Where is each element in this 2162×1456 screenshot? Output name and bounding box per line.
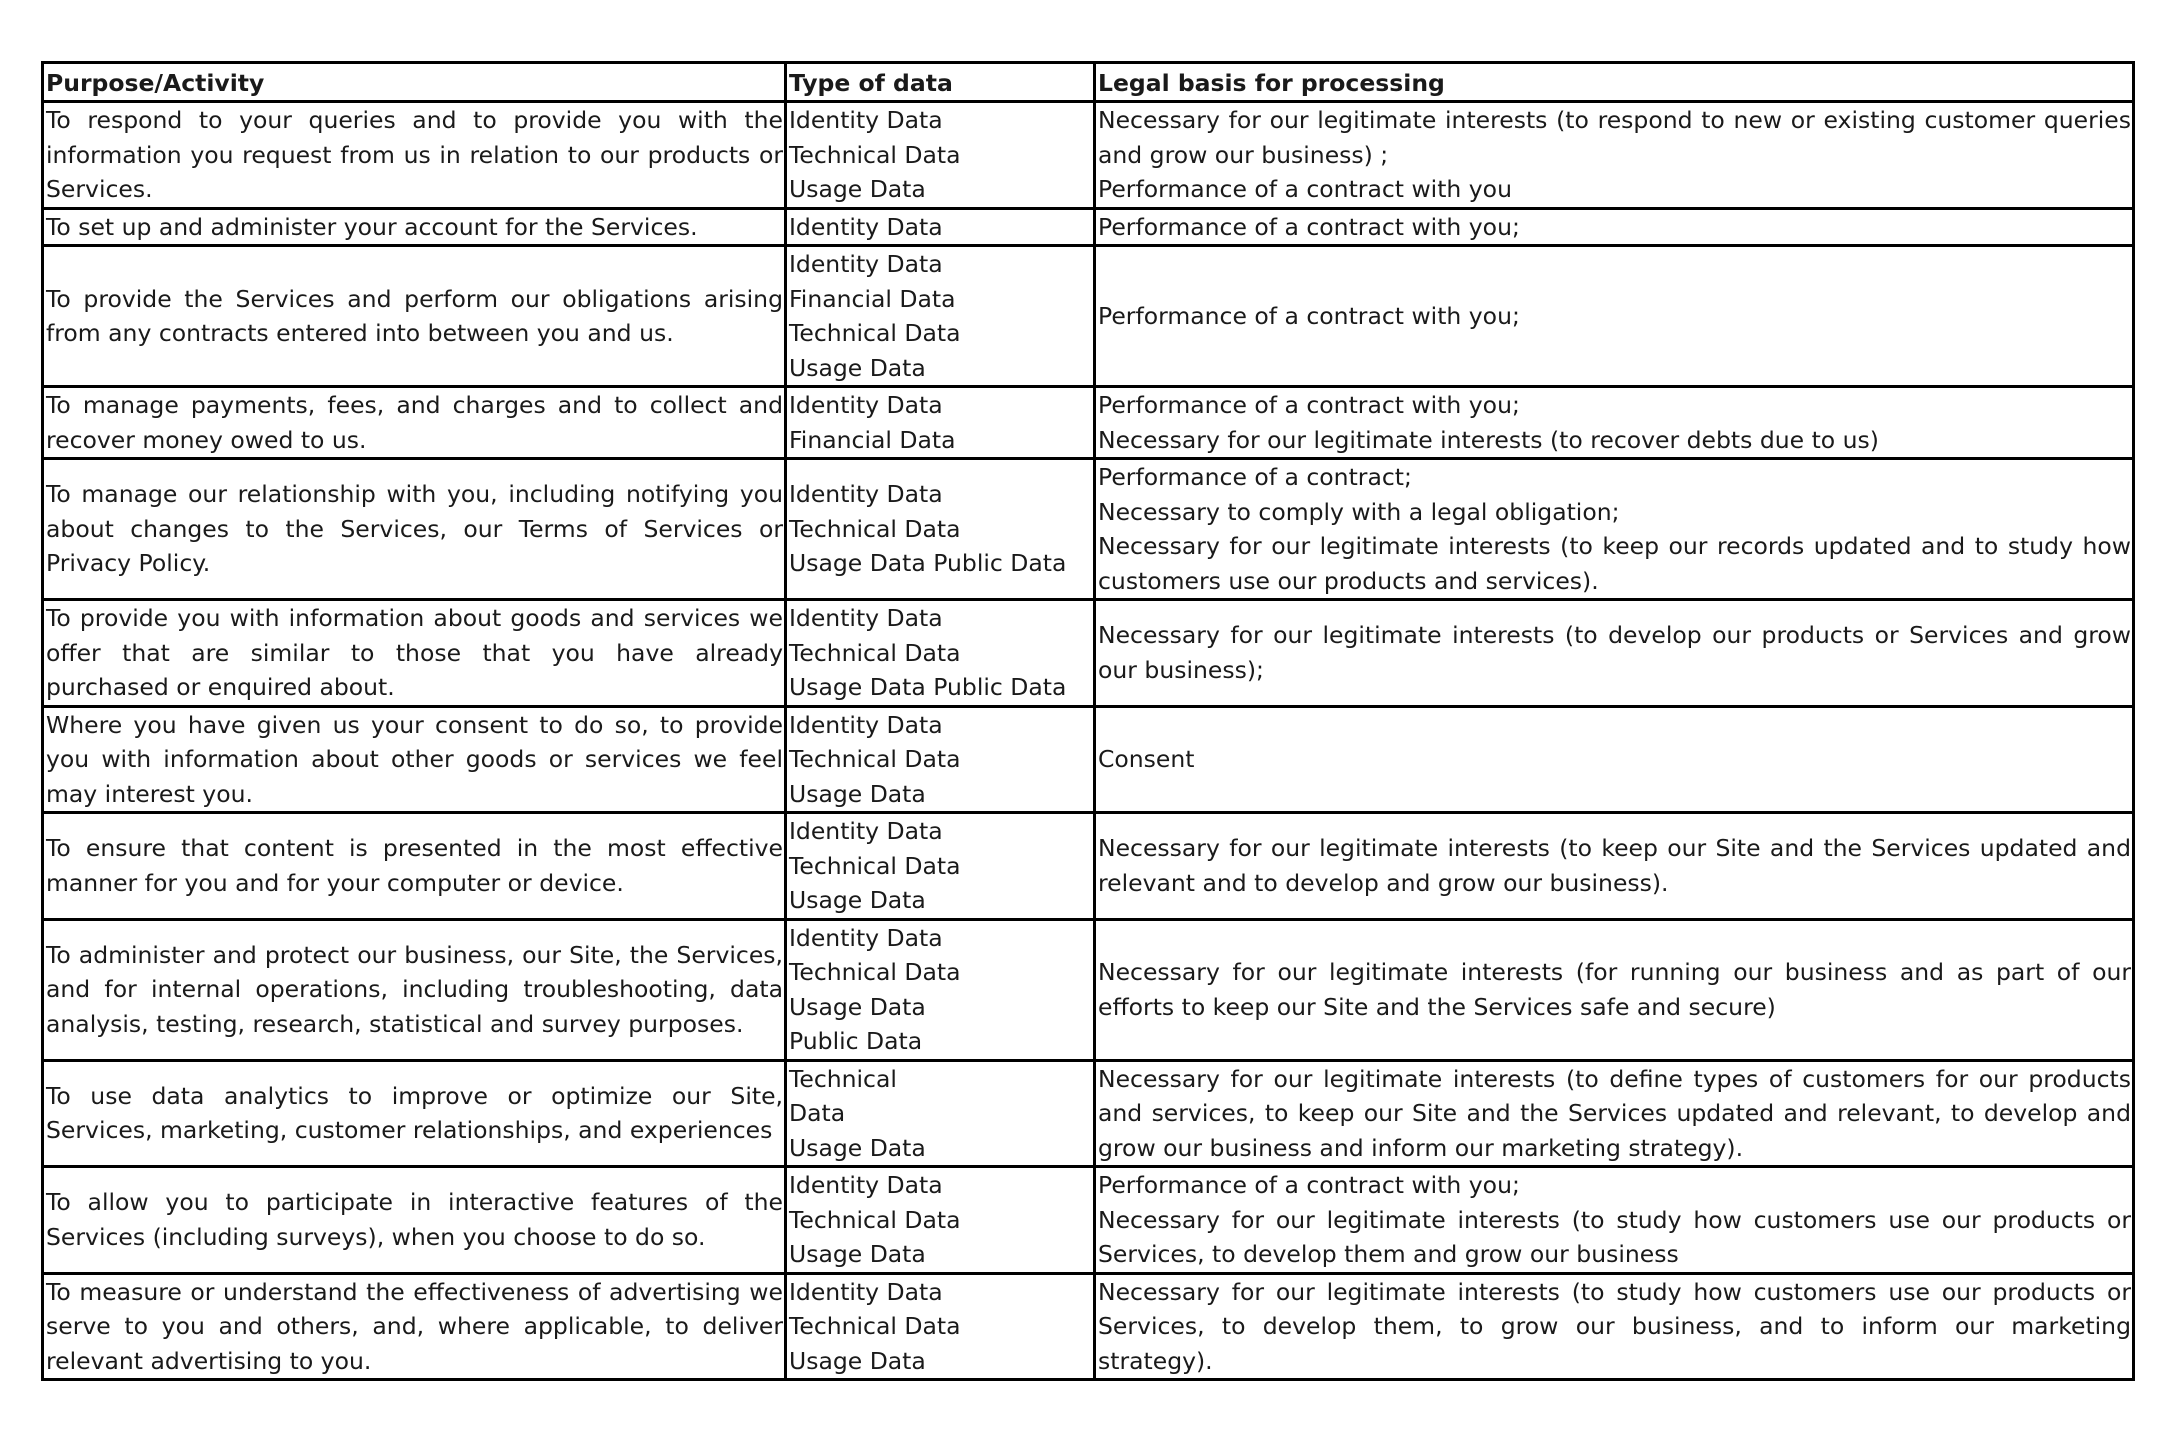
data-type-item: Usage Data [789, 353, 926, 382]
data-type-item: Usage Data [789, 1240, 926, 1268]
data-type-item: Technical Data [789, 851, 961, 880]
purpose-cell: To use data analytics to improve or optimize our Site, Services, marketing, customer relationships, and experiences [43, 1060, 786, 1167]
data-type-item: Technical Data [789, 1312, 961, 1340]
data-type-item: Technical Data [789, 140, 961, 169]
data-type-cell [786, 706, 1095, 813]
purpose-cell: To respond to your queries and to provide you with the information you request from us in relation to our products or Services. [43, 102, 786, 209]
data-type-item: Usage Data [789, 175, 926, 203]
legal-basis-item: Necessary for our legitimate interests (to keep our Site and the Services updated and relevant and to develop and grow our business). [1098, 834, 2131, 897]
table-row [43, 387, 2134, 459]
legal-basis-cell [1095, 387, 2134, 459]
table-header-row [43, 63, 2134, 102]
legal-basis-item: Performance of a contract with you; [1098, 301, 1520, 330]
data-type-item: Usage Data Public Data [789, 673, 1067, 701]
table-row [43, 600, 2134, 707]
table-row [43, 1167, 2134, 1274]
data-type-cell [786, 1273, 1095, 1380]
purpose-cell: To provide the Services and perform our obligations arising from any contracts entered into between you and us. [43, 246, 786, 387]
legal-basis-cell [1095, 246, 2134, 387]
legal-basis-item: Necessary for our legitimate interests (to develop our products or Services and grow our business); [1098, 621, 2131, 684]
purpose-cell: To manage our relationship with you, including notifying you about changes to the Services, our Terms of Services or Privacy Policy. [43, 459, 786, 600]
data-type-item: Technical Data [789, 319, 961, 347]
table-row [43, 706, 2134, 813]
data-type-item: Technical Data [789, 638, 961, 667]
data-type-item: Financial Data [789, 284, 956, 313]
legal-basis-cell [1095, 459, 2134, 600]
data-type-cell [786, 246, 1095, 387]
table-row [43, 1273, 2134, 1380]
data-type-cell [786, 600, 1095, 707]
legal-basis-cell [1095, 919, 2134, 1060]
data-type-item: Technical Data [789, 958, 961, 986]
legal-basis-cell [1095, 208, 2134, 246]
legal-basis-cell [1095, 1167, 2134, 1274]
data-type-item: Usage Data [789, 1133, 926, 1162]
purpose-cell: To manage payments, fees, and charges and to collect and recover money owed to us. [43, 387, 786, 459]
legal-basis-cell [1095, 600, 2134, 707]
legal-basis-item: Necessary for our legitimate interests (to keep our records updated and to study how customers use our products and services). [1098, 532, 2131, 595]
data-type-item: Usage Data Public Data [789, 549, 1067, 578]
purpose-cell: To allow you to participate in interactive features of the Services (including surveys), when you choose to do so. [43, 1167, 786, 1274]
data-type-cell [786, 387, 1095, 459]
data-type-item: Identity Data [789, 212, 943, 241]
data-type-item: Technical Data [789, 745, 961, 773]
legal-basis-cell [1095, 813, 2134, 920]
purpose-cell: To ensure that content is presented in the most effective manner for you and for your computer or device. [43, 813, 786, 920]
legal-basis-item: Necessary for our legitimate interests (to study how customers use our products or Services, to develop them, to grow our business, and to inform our marketing strategy). [1098, 1277, 2131, 1375]
table-row [43, 1060, 2134, 1167]
data-type-item: Identity Data [789, 480, 943, 509]
data-type-item: Public Data [789, 1027, 923, 1055]
data-type-cell [786, 919, 1095, 1060]
data-type-cell [786, 102, 1095, 209]
data-type-item: Data [789, 1099, 846, 1127]
purpose-cell: To provide you with information about goods and services we offer that are similar to those that you have already purchased or enquired about. [43, 600, 786, 707]
table-row [43, 102, 2134, 209]
header-purpose: Purpose/Activity [43, 63, 786, 102]
legal-basis-item: Necessary for our legitimate interests (for running our business and as part of our efforts to keep our Site and the Services safe and secure) [1098, 958, 2131, 1021]
legal-basis-item: Necessary for our legitimate interests (to respond to new or existing customer queries and grow our business) ; [1098, 106, 2131, 169]
legal-basis-cell [1095, 102, 2134, 209]
table-row [43, 208, 2134, 246]
header-legal-basis: Legal basis for processing [1095, 63, 2134, 102]
legal-basis-cell [1095, 1273, 2134, 1380]
data-type-item: Identity Data [789, 391, 943, 419]
legal-basis-item: Performance of a contract with you; [1098, 212, 1520, 241]
data-type-item: Identity Data [789, 1171, 943, 1199]
purpose-cell: To set up and administer your account for the Services. [43, 208, 786, 246]
table-row [43, 459, 2134, 600]
data-type-cell [786, 813, 1095, 920]
data-type-item: Identity Data [789, 817, 943, 845]
processing-purposes-table-wrapper [41, 61, 2132, 1381]
table-row [43, 246, 2134, 387]
data-type-item: Technical Data [789, 1205, 961, 1234]
legal-basis-cell [1095, 706, 2134, 813]
purpose-cell: Where you have given us your consent to do so, to provide you with information about other goods or services we feel may interest you. [43, 706, 786, 813]
data-type-item: Financial Data [789, 425, 956, 454]
header-type-of-data: Type of data [786, 63, 1095, 102]
data-type-item: Identity Data [789, 923, 943, 952]
data-type-cell [786, 1167, 1095, 1274]
table-body [43, 102, 2134, 1380]
legal-basis-item: Performance of a contract with you [1098, 175, 1512, 203]
legal-basis-item: Performance of a contract with you; [1098, 1171, 1520, 1199]
data-type-item: Usage Data [789, 1346, 926, 1375]
purpose-cell: To administer and protect our business, our Site, the Services, and for internal operations, including troubleshooting, data analysis, testing, research, statistical and survey purposes. [43, 919, 786, 1060]
legal-basis-item: Necessary for our legitimate interests (to study how customers use our products or Services, to develop them and grow our business [1098, 1205, 2131, 1268]
data-type-item: Technical Data [789, 514, 961, 543]
purpose-cell: To measure or understand the effectiveness of advertising we serve to you and others, and, where applicable, to deliver relevant advertising to you. [43, 1273, 786, 1380]
legal-basis-cell [1095, 1060, 2134, 1167]
table-row [43, 813, 2134, 920]
legal-basis-item: Consent [1098, 745, 1195, 773]
data-type-item: Usage Data [789, 779, 926, 808]
data-type-item: Usage Data [789, 992, 926, 1021]
data-type-item: Identity Data [789, 250, 943, 278]
legal-basis-item: Necessary to comply with a legal obligation; [1098, 497, 1620, 526]
data-type-item: Identity Data [789, 1277, 943, 1306]
processing-purposes-table [41, 61, 2135, 1381]
table-row [43, 919, 2134, 1060]
data-type-item: Technical [789, 1064, 897, 1093]
legal-basis-item: Necessary for our legitimate interests (to recover debts due to us) [1098, 425, 1879, 454]
data-type-item: Identity Data [789, 106, 943, 134]
legal-basis-item: Performance of a contract with you; [1098, 391, 1520, 419]
data-type-item: Identity Data [789, 710, 943, 739]
data-type-cell [786, 1060, 1095, 1167]
data-type-cell [786, 459, 1095, 600]
legal-basis-item: Performance of a contract; [1098, 463, 1412, 491]
data-type-item: Identity Data [789, 604, 943, 632]
data-type-cell [786, 208, 1095, 246]
data-type-item: Usage Data [789, 886, 926, 914]
legal-basis-item: Necessary for our legitimate interests (to define types of customers for our products and services, to keep our Site and the Services updated and relevant, to develop and grow our business and inform our marketing strategy). [1098, 1064, 2131, 1162]
